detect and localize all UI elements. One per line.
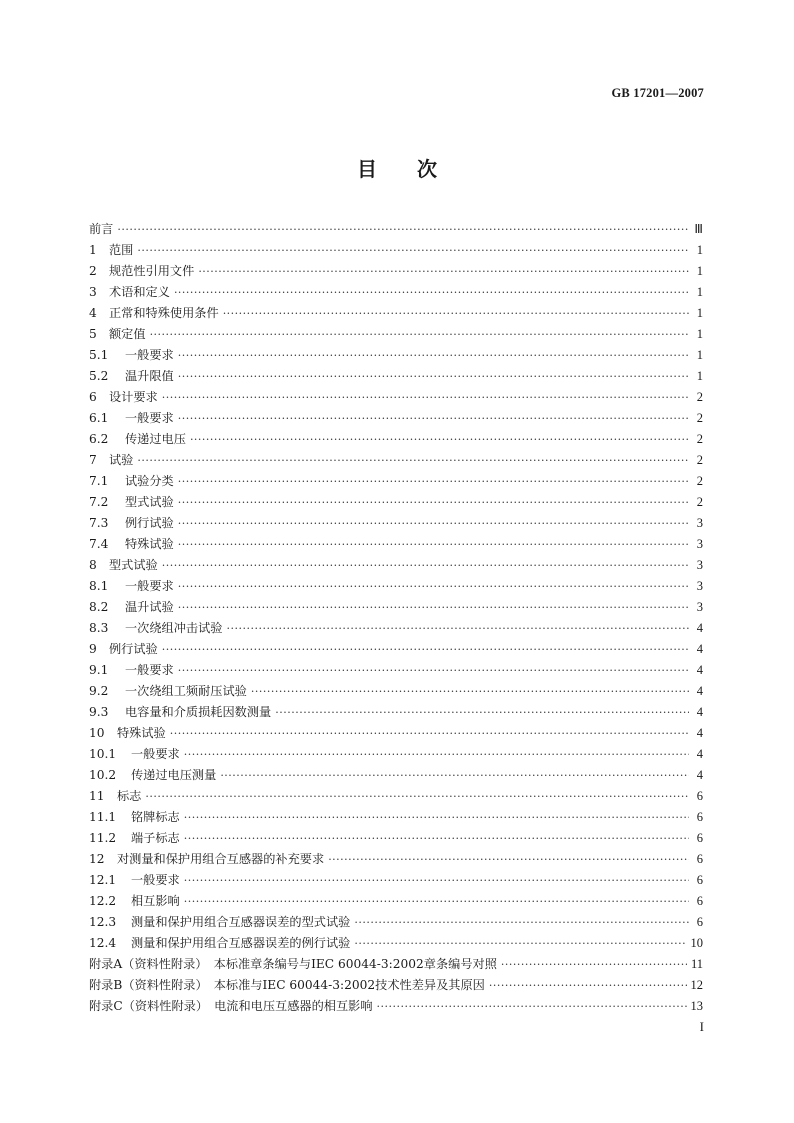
toc-entry-page: 2 — [696, 495, 703, 509]
toc-entry-label: 对测量和保护用组合互感器的补充要求 — [117, 852, 325, 866]
toc-entry-label: 温升试验 — [125, 600, 174, 614]
toc-entry[interactable] — [89, 870, 703, 891]
dot-leader — [145, 786, 689, 807]
toc-entry-page: 6 — [696, 810, 703, 824]
toc-entry-label: 型式试验 — [125, 495, 174, 509]
dot-leader — [178, 513, 689, 534]
toc-entry-page: 12 — [690, 978, 703, 992]
toc-entry[interactable] — [89, 912, 703, 933]
dot-leader — [162, 639, 689, 660]
toc-entry-number: 11.2 — [89, 831, 117, 845]
toc-entry-number: 12.1 — [89, 873, 117, 887]
dot-leader — [178, 366, 689, 387]
toc-entry-number: 12.4 — [89, 936, 117, 950]
toc-entry-page: 4 — [696, 768, 703, 782]
toc-entry-page: 1 — [696, 369, 703, 383]
toc-entry[interactable] — [89, 597, 703, 618]
toc-entry[interactable] — [89, 408, 703, 429]
toc-title: 目 次 — [357, 157, 437, 181]
toc-entry[interactable] — [89, 891, 703, 912]
dot-leader — [184, 807, 689, 828]
toc-entry-page: 2 — [696, 390, 703, 404]
toc-entry-page: 1 — [696, 306, 703, 320]
toc-entry-page: 6 — [696, 789, 703, 803]
dot-leader — [178, 492, 689, 513]
toc-entry[interactable] — [89, 660, 703, 681]
dot-leader — [223, 303, 689, 324]
toc-entry-number: 4 — [89, 306, 97, 320]
toc-entry-label: 一般要求 — [125, 411, 174, 425]
toc-entry[interactable] — [89, 429, 703, 450]
dot-leader — [184, 870, 689, 891]
toc-entry-number: 6.1 — [89, 411, 109, 425]
dot-leader — [184, 891, 689, 912]
toc-entry[interactable] — [89, 534, 703, 555]
toc-entry-number: 1 — [89, 243, 97, 257]
toc-entry-page: 4 — [696, 705, 703, 719]
toc-entry-number: 9.1 — [89, 663, 109, 677]
toc-entry-number: 7.4 — [89, 537, 109, 551]
dot-leader — [117, 219, 689, 240]
toc-entry[interactable] — [89, 954, 703, 975]
toc-entry-label: 温升限值 — [125, 369, 174, 383]
toc-entry-label: 范围 — [109, 243, 134, 257]
toc-entry-label: 铭牌标志 — [131, 810, 180, 824]
toc-entry-number: 5.2 — [89, 369, 109, 383]
toc-entry-number: 11 — [89, 789, 105, 803]
toc-entry[interactable] — [89, 576, 703, 597]
dot-leader — [198, 261, 689, 282]
dot-leader — [178, 345, 689, 366]
toc-entry-page: 6 — [696, 915, 703, 929]
toc-entry[interactable] — [89, 765, 703, 786]
toc-entry-page: 1 — [696, 264, 703, 278]
toc-entry-page: 6 — [696, 894, 703, 908]
dot-leader — [184, 828, 689, 849]
toc-entry[interactable] — [89, 282, 703, 303]
toc-entry-label: 附录A（资料性附录） 本标准章条编号与IEC 60044-3:2002章条编号对照 — [89, 957, 497, 971]
toc-entry[interactable] — [89, 618, 703, 639]
toc-entry-page: 1 — [696, 327, 703, 341]
toc-entry-label: 传递过电压 — [125, 432, 186, 446]
toc-entry[interactable] — [89, 240, 703, 261]
toc-entry-page: 13 — [690, 999, 703, 1013]
toc-entry-page: 1 — [696, 348, 703, 362]
toc-entry[interactable] — [89, 303, 703, 324]
toc-entry-page: 3 — [696, 537, 703, 551]
dot-leader — [174, 282, 689, 303]
toc-entry[interactable] — [89, 219, 703, 240]
page-number: I — [699, 1019, 704, 1034]
toc-entry-page: 3 — [696, 579, 703, 593]
toc-entry-label: 一次绕组工频耐压试验 — [125, 684, 247, 698]
toc-entry[interactable] — [89, 828, 703, 849]
toc-entry-number: 6 — [89, 390, 97, 404]
toc-entry-page: 6 — [696, 831, 703, 845]
dot-leader — [190, 429, 689, 450]
toc-entry-label: 例行试验 — [125, 516, 174, 530]
toc-entry-label: 一次绕组冲击试验 — [125, 621, 223, 635]
toc-entry[interactable] — [89, 492, 703, 513]
toc-entry-page: 4 — [696, 663, 703, 677]
dot-leader — [501, 954, 687, 975]
toc-entry-number: 10.1 — [89, 747, 117, 761]
toc-entry-number: 3 — [89, 285, 97, 299]
toc-entry[interactable] — [89, 366, 703, 387]
dot-leader — [178, 408, 689, 429]
toc-entry-label: 一般要求 — [125, 579, 174, 593]
toc-entry-page: 3 — [696, 516, 703, 530]
toc-entry-label: 例行试验 — [109, 642, 158, 656]
toc-entry-number: 12 — [89, 852, 105, 866]
table-of-contents — [89, 219, 703, 1017]
dot-leader — [178, 576, 689, 597]
toc-entry-label: 测量和保护用组合互感器误差的型式试验 — [131, 915, 351, 929]
dot-leader — [170, 723, 689, 744]
dot-leader — [178, 471, 689, 492]
dot-leader — [150, 324, 689, 345]
toc-entry[interactable] — [89, 324, 703, 345]
toc-entry-label: 一般要求 — [131, 747, 180, 761]
toc-entry[interactable] — [89, 723, 703, 744]
toc-entry-label: 一般要求 — [131, 873, 180, 887]
toc-entry-label: 相互影响 — [131, 894, 180, 908]
toc-entry[interactable] — [89, 387, 703, 408]
toc-entry-label: 特殊试验 — [125, 537, 174, 551]
toc-entry-label: 标志 — [117, 789, 142, 803]
toc-entry-label: 特殊试验 — [117, 726, 166, 740]
toc-entry[interactable] — [89, 345, 703, 366]
toc-entry[interactable] — [89, 807, 703, 828]
toc-entry-number: 5 — [89, 327, 97, 341]
toc-entry-label: 正常和特殊使用条件 — [109, 306, 219, 320]
toc-entry-page: 1 — [696, 243, 703, 257]
toc-entry-label: 规范性引用文件 — [109, 264, 195, 278]
dot-leader — [178, 534, 689, 555]
toc-entry-number: 8.1 — [89, 579, 109, 593]
toc-entry-label: 设计要求 — [109, 390, 158, 404]
toc-entry-number: 7.2 — [89, 495, 109, 509]
toc-entry-label: 端子标志 — [131, 831, 180, 845]
standard-code: GB 17201—2007 — [611, 86, 704, 100]
toc-entry[interactable] — [89, 849, 703, 870]
toc-entry-number: 7.1 — [89, 474, 109, 488]
toc-entry-label: 附录C（资料性附录） 电流和电压互感器的相互影响 — [89, 999, 373, 1013]
toc-entry[interactable] — [89, 996, 703, 1017]
toc-entry-label: 测量和保护用组合互感器误差的例行试验 — [131, 936, 351, 950]
toc-entry[interactable] — [89, 975, 703, 996]
toc-entry-page: 2 — [696, 453, 703, 467]
toc-entry-page: 4 — [696, 621, 703, 635]
dot-leader — [162, 387, 689, 408]
dot-leader — [184, 744, 689, 765]
toc-entry-number: 9.3 — [89, 705, 109, 719]
toc-entry-number: 10 — [89, 726, 105, 740]
toc-entry-number: 7.3 — [89, 516, 109, 530]
toc-entry-page: 4 — [696, 726, 703, 740]
dot-leader — [377, 996, 687, 1017]
toc-entry[interactable] — [89, 933, 703, 954]
toc-entry-label: 一般要求 — [125, 663, 174, 677]
toc-entry-label: 试验 — [109, 453, 134, 467]
dot-leader — [328, 849, 689, 870]
toc-entry-number: 2 — [89, 264, 97, 278]
toc-entry-number: 9 — [89, 642, 97, 656]
toc-entry-page: 2 — [696, 432, 703, 446]
toc-entry-number: 8.2 — [89, 600, 109, 614]
dot-leader — [178, 660, 689, 681]
toc-entry[interactable] — [89, 681, 703, 702]
toc-entry-label: 一般要求 — [125, 348, 174, 362]
toc-entry-page: 2 — [696, 411, 703, 425]
toc-entry-page: 2 — [696, 474, 703, 488]
toc-entry-number: 8.3 — [89, 621, 109, 635]
toc-entry-page: 1 — [696, 285, 703, 299]
toc-entry-page: 6 — [696, 852, 703, 866]
toc-entry-number: 12.2 — [89, 894, 117, 908]
toc-entry-label: 额定值 — [109, 327, 146, 341]
toc-entry-number: 6.2 — [89, 432, 109, 446]
toc-entry[interactable] — [89, 639, 703, 660]
toc-entry[interactable] — [89, 471, 703, 492]
toc-entry-page: 4 — [696, 747, 703, 761]
toc-entry-page: 6 — [696, 873, 703, 887]
toc-entry-label: 型式试验 — [109, 558, 158, 572]
toc-entry-label: 前言 — [89, 222, 114, 236]
toc-entry[interactable] — [89, 261, 703, 282]
toc-entry-number: 8 — [89, 558, 97, 572]
toc-entry-page: 3 — [696, 558, 703, 572]
toc-entry-label: 电容量和介质损耗因数测量 — [125, 705, 272, 719]
toc-entry-number: 10.2 — [89, 768, 117, 782]
toc-entry[interactable] — [89, 786, 703, 807]
toc-entry-page: 3 — [696, 600, 703, 614]
toc-entry[interactable] — [89, 450, 703, 471]
toc-entry-page: 4 — [696, 684, 703, 698]
toc-entry-label: 术语和定义 — [109, 285, 170, 299]
toc-entry-label: 附录B（资料性附录） 本标准与IEC 60044-3:2002技术性差异及其原因 — [89, 978, 485, 992]
toc-entry[interactable] — [89, 744, 703, 765]
toc-entry-page: 10 — [690, 936, 703, 950]
dot-leader — [178, 597, 689, 618]
toc-entry-number: 5.1 — [89, 348, 109, 362]
dot-leader — [220, 765, 689, 786]
dot-leader — [227, 618, 690, 639]
dot-leader — [275, 702, 689, 723]
toc-entry-page: 11 — [690, 957, 703, 971]
dot-leader — [137, 450, 689, 471]
toc-entry[interactable] — [89, 702, 703, 723]
dot-leader — [489, 975, 687, 996]
toc-entry-label: 传递过电压测量 — [131, 768, 217, 782]
toc-entry-page: 4 — [696, 642, 703, 656]
toc-entry[interactable] — [89, 513, 703, 534]
dot-leader — [162, 555, 689, 576]
toc-entry-label: 试验分类 — [125, 474, 174, 488]
toc-entry-number: 7 — [89, 453, 97, 467]
dot-leader — [137, 240, 689, 261]
toc-entry[interactable] — [89, 555, 703, 576]
toc-entry-number: 11.1 — [89, 810, 117, 824]
dot-leader — [251, 681, 689, 702]
dot-leader — [354, 933, 686, 954]
dot-leader — [354, 912, 689, 933]
toc-entry-page: Ⅲ — [694, 222, 703, 236]
toc-entry-number: 9.2 — [89, 684, 109, 698]
toc-entry-number: 12.3 — [89, 915, 117, 929]
